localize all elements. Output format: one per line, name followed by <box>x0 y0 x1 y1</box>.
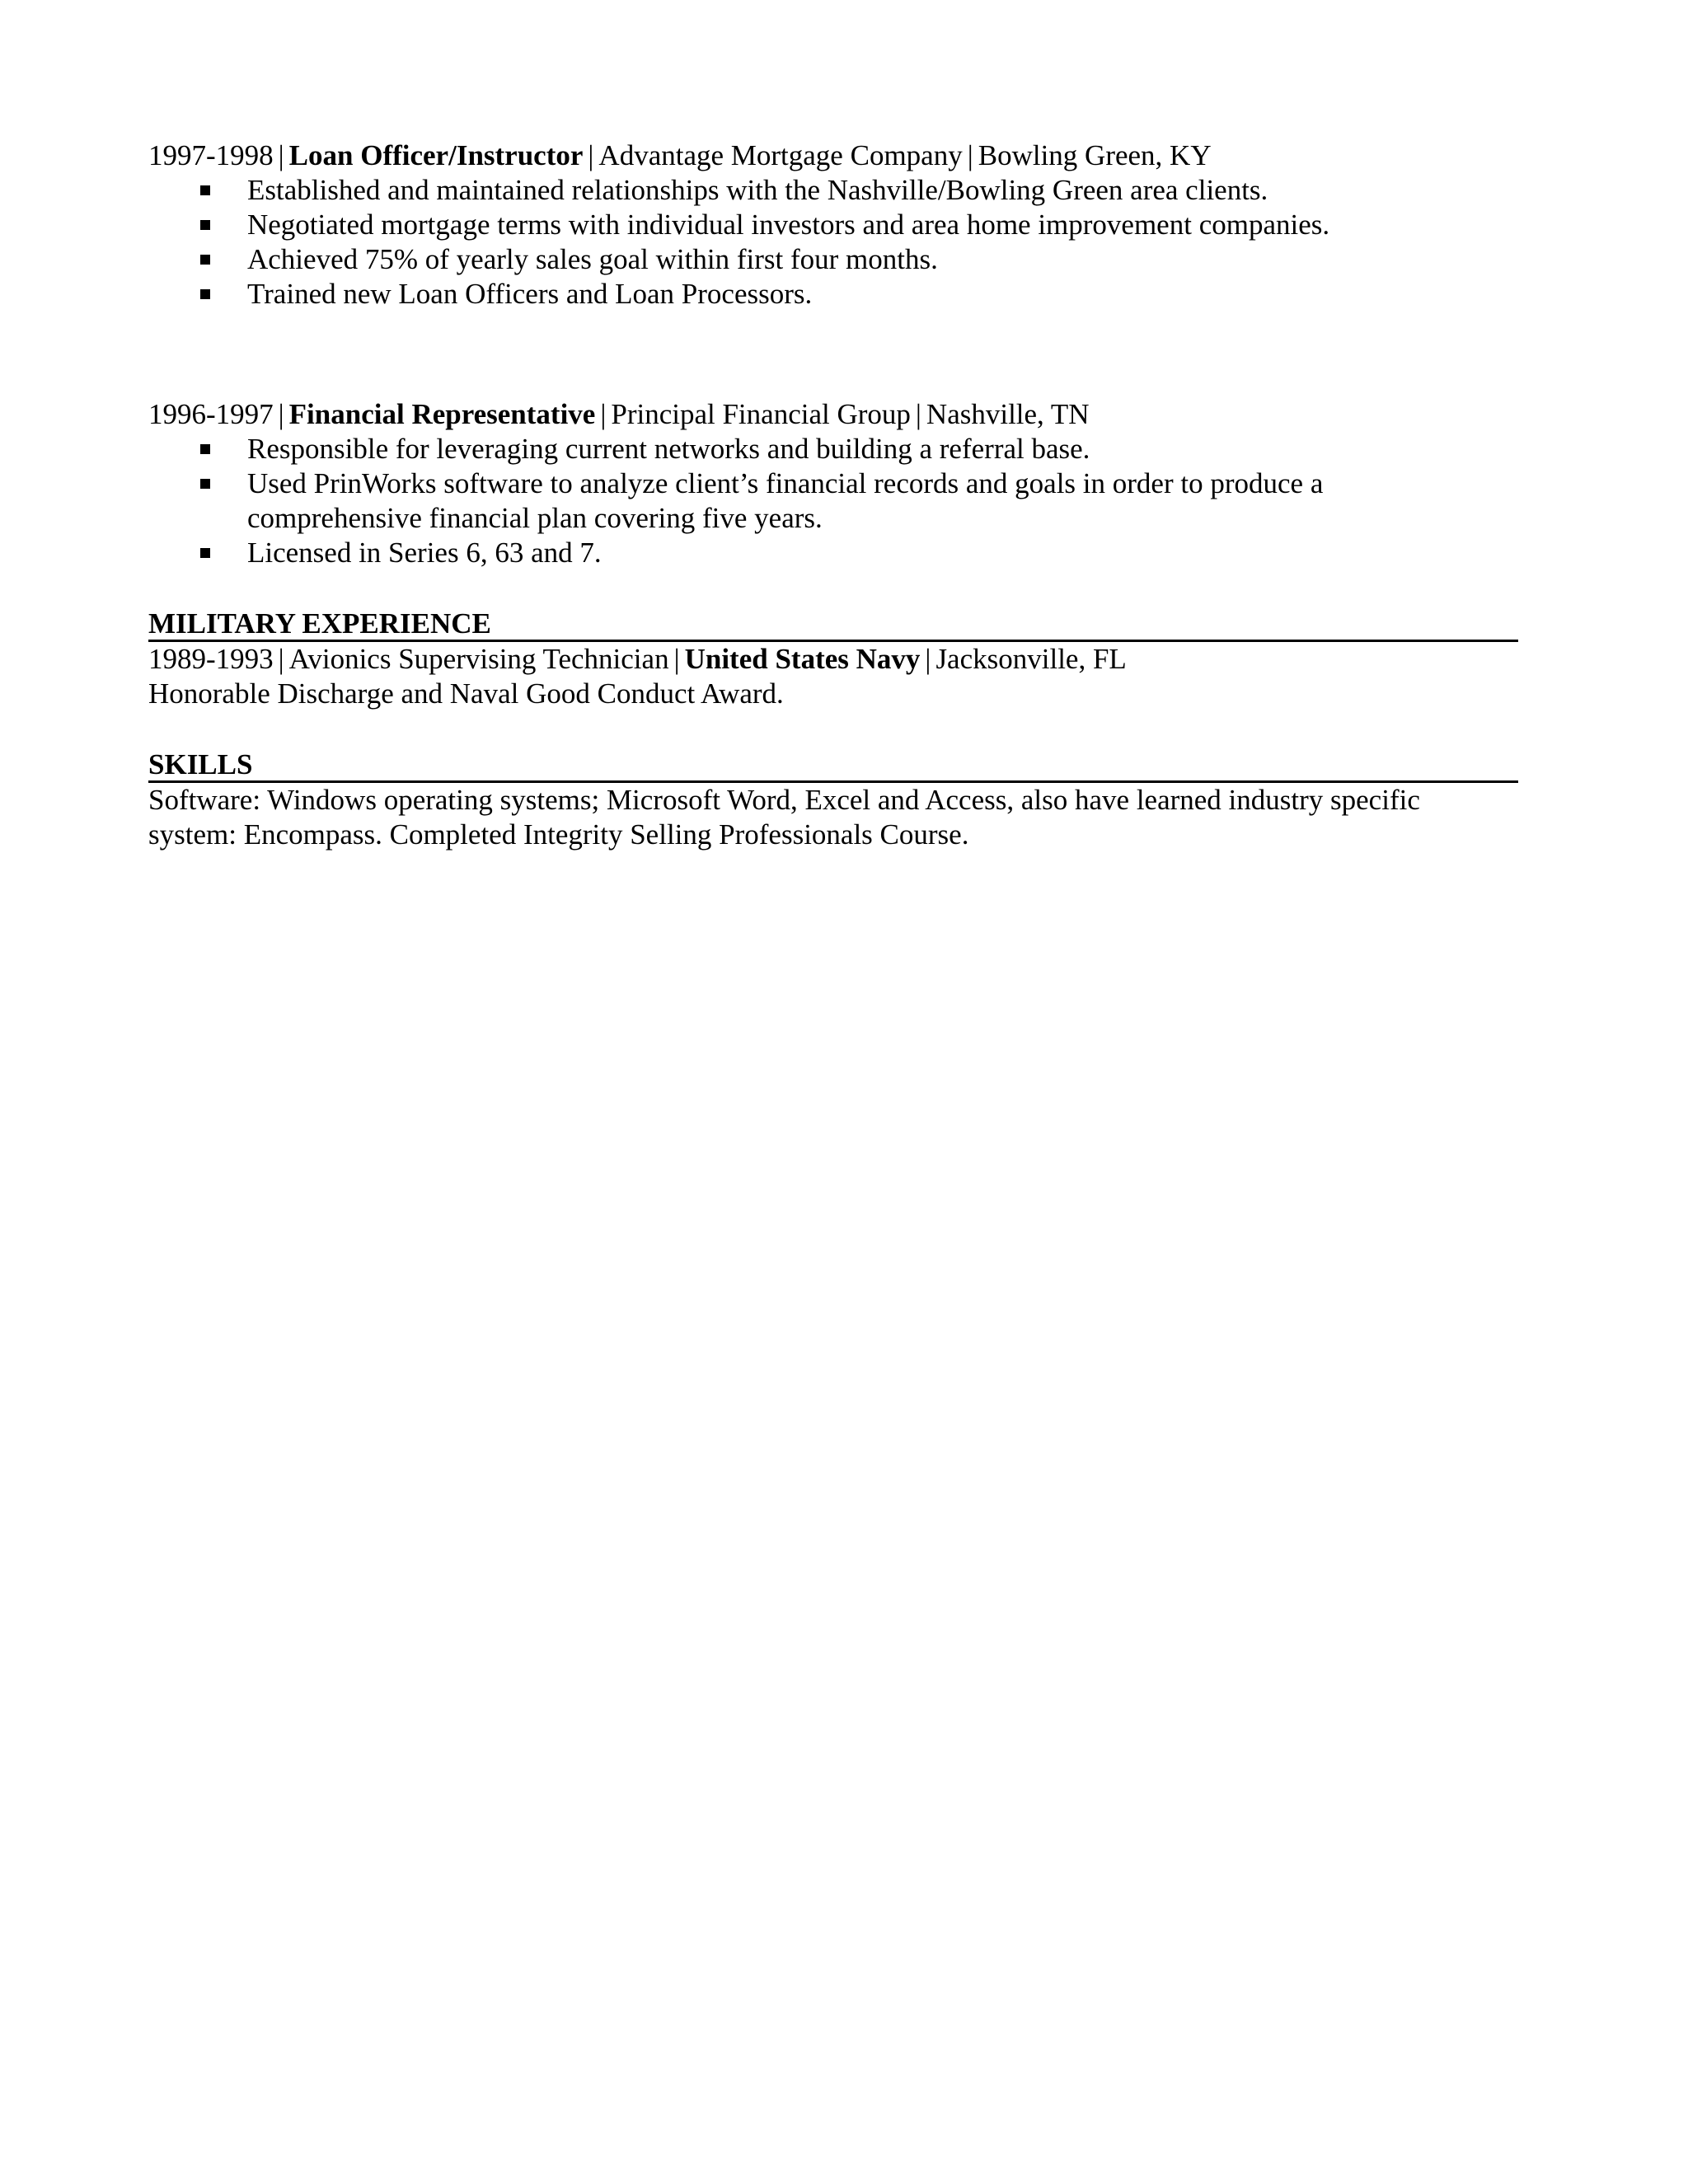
list-item <box>148 432 1518 466</box>
job-header <box>148 138 1518 173</box>
separator: | <box>967 139 973 171</box>
resume-page <box>148 138 1518 852</box>
separator: | <box>673 643 680 675</box>
separator: | <box>588 139 594 171</box>
list-item <box>148 242 1518 277</box>
list-item <box>148 466 1518 536</box>
bullet-text: Negotiated mortgage terms with individual investors and area home improvement companies. <box>247 209 1330 241</box>
list-item <box>148 277 1518 312</box>
military-role: Avionics Supervising Technician <box>288 643 669 675</box>
military-location: Jacksonville, FL <box>935 643 1127 675</box>
job-company: Principal Financial Group <box>611 398 911 430</box>
skills-text-line: system: Encompass. Completed Integrity Selling Professionals Course. <box>148 818 969 851</box>
job-location: Nashville, TN <box>926 398 1090 430</box>
separator: | <box>600 398 607 430</box>
section-heading-skills: SKILLS <box>148 746 1518 783</box>
square-bullet-icon <box>200 479 210 489</box>
separator: | <box>925 643 931 675</box>
bullet-text: Used PrinWorks software to analyze client’s financial records and goals in order to produce a <box>247 467 1324 499</box>
bullet-text-continuation: comprehensive financial plan covering five years. <box>247 502 823 534</box>
list-item <box>148 173 1518 208</box>
separator: | <box>278 139 284 171</box>
military-years: 1989-1993 <box>148 643 274 675</box>
job-bullet-list <box>148 173 1518 312</box>
square-bullet-icon <box>200 548 210 558</box>
bullet-text: Achieved 75% of yearly sales goal within first four months. <box>247 243 938 275</box>
military-note: Honorable Discharge and Naval Good Conduct Award. <box>148 677 784 710</box>
job-bullet-list <box>148 432 1518 570</box>
square-bullet-icon <box>200 185 210 195</box>
job-location: Bowling Green, KY <box>978 139 1212 171</box>
job-title: Financial Representative <box>288 398 596 430</box>
bullet-text: Established and maintained relationships with the Nashville/Bowling Green area clients. <box>247 174 1268 206</box>
bullet-text: Licensed in Series 6, 63 and 7. <box>247 537 602 569</box>
list-item <box>148 536 1518 570</box>
square-bullet-icon <box>200 289 210 299</box>
square-bullet-icon <box>200 255 210 265</box>
bullet-text: Responsible for leveraging current networks and building a referral base. <box>247 433 1090 465</box>
military-entry <box>148 642 1518 677</box>
square-bullet-icon <box>200 220 210 230</box>
list-item <box>148 208 1518 242</box>
job-title: Loan Officer/Instructor <box>288 139 584 171</box>
separator: | <box>278 643 284 675</box>
spacer <box>148 312 1518 397</box>
job-header <box>148 397 1518 432</box>
job-years: 1996-1997 <box>148 398 274 430</box>
separator: | <box>278 398 284 430</box>
military-branch: United States Navy <box>684 643 921 675</box>
skills-text-line: Software: Windows operating systems; Microsoft Word, Excel and Access, also have learned industry specific <box>148 784 1420 816</box>
job-entry-financial-representative <box>148 397 1518 570</box>
spacer <box>148 711 1518 746</box>
spacer <box>148 570 1518 605</box>
square-bullet-icon <box>200 444 210 454</box>
job-company: Advantage Mortgage Company <box>598 139 963 171</box>
job-years: 1997-1998 <box>148 139 274 171</box>
job-entry-loan-officer <box>148 138 1518 312</box>
bullet-text: Trained new Loan Officers and Loan Processors. <box>247 278 813 310</box>
separator: | <box>915 398 921 430</box>
section-heading-military: MILITARY EXPERIENCE <box>148 605 1518 642</box>
